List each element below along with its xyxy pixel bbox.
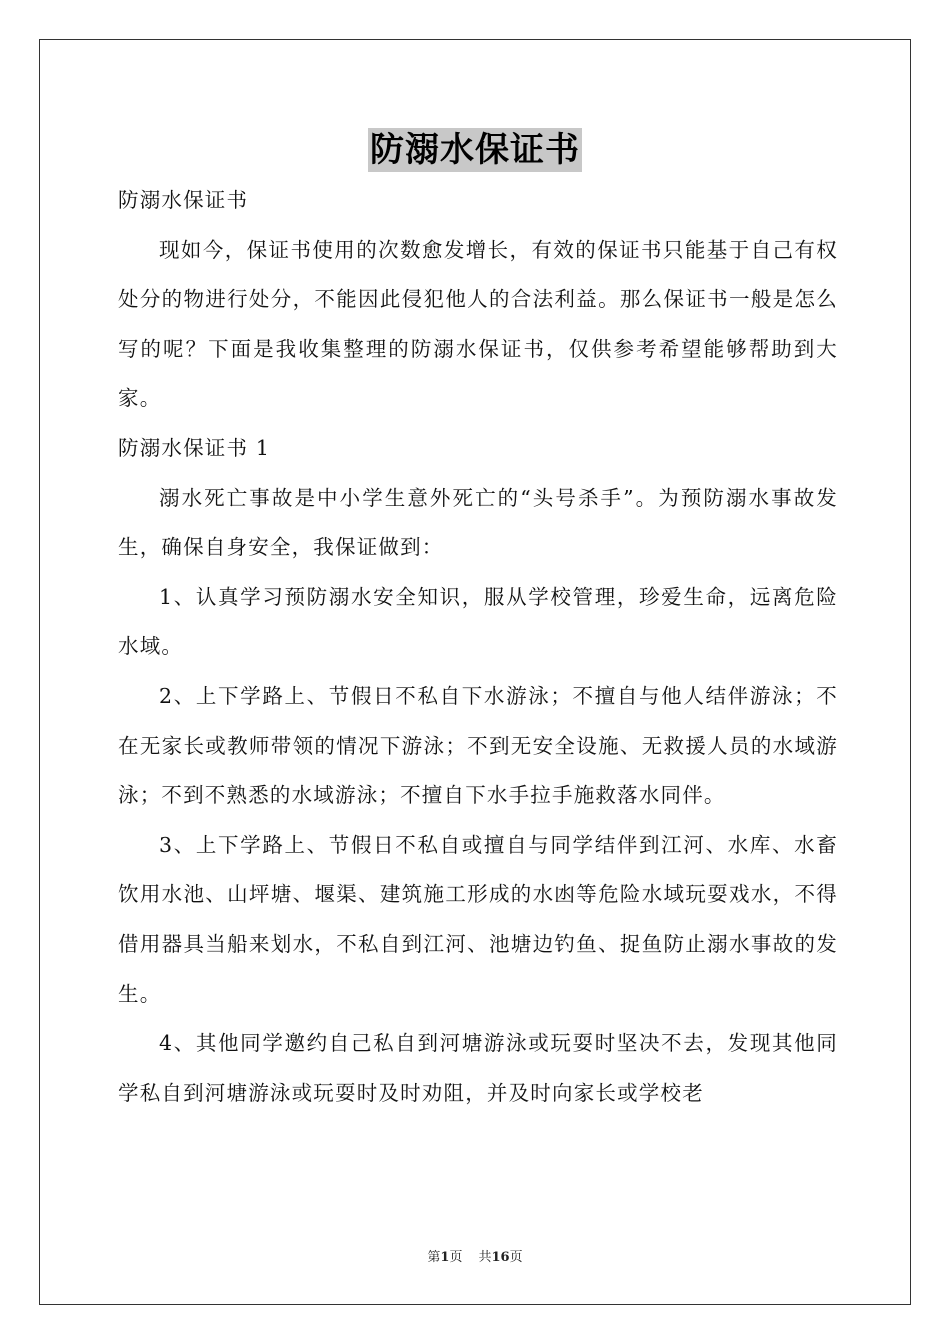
document-title: 防溺水保证书 xyxy=(370,130,580,170)
footer-page-suffix: 页 xyxy=(449,1250,463,1265)
document-body xyxy=(118,176,838,1118)
subtitle-paragraph: 防溺水保证书 xyxy=(118,188,249,212)
pledge-item-4: 4、其他同学邀约自己私自到河塘游泳或玩耍时坚决不去，发现其他同学私自到河塘游泳或玩耍时及时劝阻，并及时向家长或学校老 xyxy=(118,1031,838,1105)
pledge-item-1: 1、认真学习预防溺水安全知识，服从学校管理，珍爱生命，远离危险水域。 xyxy=(118,584,838,659)
intro-paragraph: 现如今，保证书使用的次数愈发增长，有效的保证书只能基于自己有权处分的物进行处分，不能因此侵犯他人的合法利益。那么保证书一般是怎么写的呢？下面是我收集整理的防溺水保证书，仅供参考希望能够帮助到大家。 xyxy=(118,237,838,411)
footer-page-number: 1 xyxy=(440,1250,450,1265)
section-heading: 防溺水保证书 1 xyxy=(118,435,271,460)
footer-total-prefix: 共 xyxy=(478,1250,492,1265)
body-paragraph: 溺水死亡事故是中小学生意外死亡的“头号杀手”。为预防溺水事故发生，确保自身安全，我保证做到： xyxy=(118,485,838,560)
pledge-item-3: 3、上下学路上、节假日不私自或擅自与同学结伴到江河、水库、水畜饮用水池、山坪塘、堰渠、建筑施工形成的水凼等危险水域玩耍戏水，不得借用器具当船来划水，不私自到江河、池塘边钓鱼、捉鱼防止溺水事故的发生。 xyxy=(118,832,838,1006)
footer-total-suffix: 页 xyxy=(509,1250,523,1265)
footer-total-pages: 16 xyxy=(491,1250,510,1265)
footer-page-prefix: 第 xyxy=(427,1250,441,1265)
title-wrap xyxy=(0,128,950,172)
pledge-item-2: 2、上下学路上、节假日不私自下水游泳；不擅自与他人结伴游泳；不在无家长或教师带领的情况下游泳；不到无安全设施、无救援人员的水域游泳；不到不熟悉的水域游泳；不擅自下水手拉手施救落水同伴。 xyxy=(118,683,838,808)
page-footer xyxy=(0,1249,950,1267)
